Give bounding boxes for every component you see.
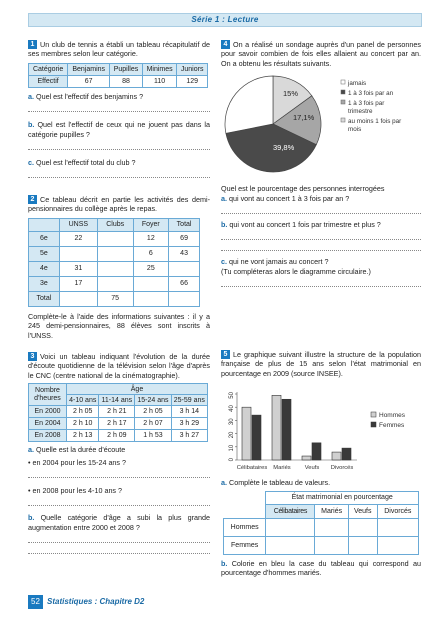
table-cell: 2 h 07	[135, 418, 171, 430]
legend-label: jamais	[348, 80, 367, 88]
pie-label: 17,1%	[293, 113, 315, 123]
y-tick-label: 50	[229, 392, 235, 399]
bar-hommes	[272, 396, 281, 461]
bar-chart	[221, 382, 421, 474]
answer-line[interactable]	[28, 467, 210, 478]
table-cell[interactable]	[59, 246, 97, 261]
table-cell: 88	[110, 75, 143, 87]
row-header: 6e	[29, 231, 60, 246]
header-cell: UNSS	[59, 218, 97, 231]
row-header: 3e	[29, 276, 60, 291]
value-cell[interactable]	[266, 536, 315, 554]
question-c: c. qui ne vont jamais au concert ?	[221, 257, 329, 267]
table-row	[29, 418, 208, 430]
legend-label: Femmes	[379, 422, 405, 430]
bar-hommes	[302, 456, 311, 460]
question-a: a. Complète le tableau de valeurs.	[221, 478, 331, 488]
row-header: En 2008	[29, 430, 67, 442]
instruction-text: Complète-le à l'aide des informations suivantes : il y a 245 demi-pensionnaires, 88 élèves sont inscrits à l'UNSS.	[28, 311, 210, 340]
activities-table	[28, 218, 200, 307]
table-row	[29, 261, 200, 276]
table-row	[29, 276, 200, 291]
table-cell: 2 h 05	[135, 406, 171, 418]
answer-line[interactable]	[28, 495, 210, 506]
legend-swatch	[341, 80, 345, 84]
bar-femmes	[342, 448, 351, 460]
legend-swatch	[371, 422, 376, 427]
exercise-2	[28, 195, 210, 340]
row-header: 4e	[29, 261, 60, 276]
question-b: b. Colorie en bleu la case du tableau qui correspond au pourcentage d'hommes mariés.	[221, 558, 421, 578]
legend-label: mois	[348, 126, 362, 134]
exercise-number: 5	[221, 350, 230, 359]
page-footer	[28, 595, 228, 609]
table-cell[interactable]: 66	[169, 276, 200, 291]
pie-label: 39,8%	[273, 143, 295, 153]
table-cell: 2 h 10	[67, 418, 99, 430]
series-banner: Série 1 : Lecture	[28, 13, 422, 27]
pie-chart	[221, 70, 421, 180]
exercise-number: 4	[221, 40, 230, 49]
header-cell: Benjamins	[68, 63, 110, 75]
table-cell[interactable]: 25	[133, 261, 169, 276]
chapter-title: Statistiques : Chapitre D2	[47, 597, 145, 606]
exercise-number: 1	[28, 40, 37, 49]
table-cell: 2 h 05	[67, 406, 99, 418]
table-cell[interactable]: 43	[169, 246, 200, 261]
y-tick-label: 0	[229, 458, 235, 462]
legend-swatch	[341, 90, 345, 94]
table-cell[interactable]	[59, 291, 97, 306]
table-cell: 67	[68, 75, 110, 87]
table-cell: 3 h 14	[171, 406, 207, 418]
intro-text: Quel est le pourcentage des personnes interrogées	[221, 184, 385, 194]
table-cell[interactable]	[97, 276, 133, 291]
table-cell[interactable]	[133, 291, 169, 306]
table-row	[29, 430, 208, 442]
answer-line[interactable]	[221, 229, 421, 240]
header-cell: Total	[169, 218, 200, 231]
table-cell: 2 h 17	[99, 418, 135, 430]
answer-line[interactable]	[221, 240, 421, 251]
table-cell[interactable]	[169, 261, 200, 276]
legend-label: 1 à 3 fois par an	[348, 90, 394, 98]
row-header: Total	[29, 291, 60, 306]
bar-femmes	[252, 415, 261, 460]
x-tick-label: Célibataires	[236, 465, 268, 472]
table-cell: 2 h 13	[67, 430, 99, 442]
header-cell: Pupilles	[110, 63, 143, 75]
bar-femmes	[282, 399, 291, 460]
question-b: b. Quelle catégorie d'âge a subi la plus grande augmentation entre 2000 et 2008 ?	[28, 513, 211, 532]
answer-line[interactable]	[28, 532, 210, 543]
answer-line[interactable]	[221, 203, 421, 214]
exercise-text: On a réalisé un sondage auprès d'un panel de personnes pour savoir combien de fois elles allaient au concert par an. On a obtenu les résultats suivants.	[221, 40, 421, 68]
bar-femmes	[312, 443, 321, 460]
table-cell[interactable]	[169, 291, 200, 306]
question-b: b. Quel est l'effectif de ceux qui ne jouent pas dans la catégorie pupilles ?	[28, 120, 211, 139]
answer-line[interactable]	[28, 139, 210, 150]
answer-line[interactable]	[28, 167, 210, 178]
exercise-3	[28, 352, 210, 554]
table-row	[29, 246, 200, 261]
exercise-5	[221, 350, 421, 577]
exercise-1	[28, 40, 210, 178]
answer-line[interactable]	[221, 276, 421, 287]
exercise-number: 3	[28, 352, 37, 361]
table-row	[29, 406, 208, 418]
exercise-text: Un club de tennis a établi un tableau récapitulatif de ses membres selon leur catégorie.	[28, 40, 210, 59]
exercise-text: Voici un tableau indiquant l'évolution de la durée d'écoute quotidienne de la télévision selon l'âge d'après le CNC (centre national de la cinématographie).	[28, 352, 210, 380]
row-header: En 2000	[29, 406, 67, 418]
table-cell[interactable]: 6	[133, 246, 169, 261]
value-cell[interactable]	[266, 518, 315, 536]
table-cell: 2 h 09	[99, 430, 135, 442]
header-cell: Minimes	[142, 63, 176, 75]
table-cell[interactable]: 17	[59, 276, 97, 291]
header-cell: Catégorie	[29, 63, 68, 75]
header-cell: Juniors	[177, 63, 208, 75]
question-a: a. Quelle est la durée d'écoute	[28, 445, 126, 455]
x-tick-label: Mariés	[273, 465, 291, 472]
legend-label: trimestre	[348, 108, 373, 116]
value-cell[interactable]	[348, 536, 377, 554]
exercise-4	[221, 40, 421, 287]
age-header: Âge	[67, 384, 208, 395]
row-header: Femmes	[224, 536, 266, 554]
table-cell[interactable]: 12	[133, 231, 169, 246]
exercise-text: Le graphique suivant illustre la structure de la population française de plus de 15 ans selon l'état matrimonial en pourcentage en 2009 (source INSEE).	[221, 350, 421, 378]
table-row	[29, 291, 200, 306]
y-tick-label: 20	[229, 431, 235, 439]
table-row	[29, 231, 200, 246]
legend-swatch	[341, 100, 345, 104]
y-tick-label: 40	[229, 405, 235, 413]
value-cell[interactable]	[315, 518, 348, 536]
value-cell[interactable]	[315, 536, 348, 554]
table-cell: 110	[142, 75, 176, 87]
question-a: a. qui vont au concert 1 à 3 fois par an ?	[221, 193, 350, 203]
table-cell: 2 h 21	[99, 406, 135, 418]
row-header: Hommes	[224, 518, 266, 536]
row-header: Effectif	[29, 75, 68, 87]
legend-label: 1 à 3 fois par	[348, 100, 385, 108]
page-number: 52	[28, 595, 43, 609]
bar-hommes	[242, 407, 251, 460]
question-c-note: (Tu compléteras alors le diagramme circulaire.)	[221, 266, 371, 276]
header-cell: Foyer	[133, 218, 169, 231]
pie-slice	[225, 76, 273, 133]
row-header: En 2004	[29, 418, 67, 430]
exercise-text: Ce tableau décrit en partie les activités des demi-pensionnaires du collège après le repas.	[28, 195, 210, 214]
legend-label: au moins 1 fois par	[348, 118, 402, 126]
members-table	[28, 63, 208, 88]
answer-line[interactable]	[28, 543, 210, 554]
y-tick-label: 30	[229, 418, 235, 426]
question-a: a. Quel est l'effectif des benjamins ?	[28, 91, 144, 101]
legend-swatch	[371, 412, 376, 417]
value-cell[interactable]	[377, 518, 418, 536]
question-c: c. Quel est l'effectif total du club ?	[28, 158, 136, 168]
question-a1: • en 2004 pour les 15-24 ans ?	[28, 457, 127, 467]
table-cell[interactable]: 31	[59, 261, 97, 276]
question-b: b. qui vont au concert 1 fois par trimestre et plus ?	[221, 220, 381, 230]
value-cell[interactable]	[377, 536, 418, 554]
exercise-number: 2	[28, 195, 37, 204]
table-cell[interactable]: 22	[59, 231, 97, 246]
table-cell[interactable]	[97, 246, 133, 261]
table-cell[interactable]: 75	[97, 291, 133, 306]
table-title: État matrimonial en pourcentage	[266, 491, 419, 504]
bar-hommes	[332, 452, 341, 460]
row-header: 5e	[29, 246, 60, 261]
tv-time-table: Nombre d'heures Âge 4-10 ans 11-14 ans 15-24 ans 25-59 ans En 2000 2 h 05 2 h 21 2 h 05 3 h 14 En 2004 2 h 10 2 h 17 2 h 07 3 h 29 En 2008 2 h 13 2 h 09 1 h 53 3 h 27	[28, 383, 208, 442]
table-cell: 129	[177, 75, 208, 87]
y-tick-label: 10	[229, 445, 235, 452]
corner-cell: Nombre d'heures	[29, 384, 67, 406]
legend-swatch	[341, 118, 345, 122]
x-tick-label: Veufs	[304, 465, 320, 472]
table-cell[interactable]	[133, 276, 169, 291]
legend-label: Hommes	[379, 412, 406, 420]
value-cell[interactable]	[348, 518, 377, 536]
table-cell[interactable]	[97, 231, 133, 246]
table-cell[interactable]	[97, 261, 133, 276]
values-table: État matrimonial en pourcentage Célibataires Mariés Veufs Divorcés Hommes Femmes	[223, 491, 419, 555]
answer-line[interactable]	[28, 101, 210, 112]
question-a2: • en 2008 pour les 4-10 ans ?	[28, 486, 123, 496]
table-cell: 3 h 29	[171, 418, 207, 430]
table-cell: 1 h 53	[135, 430, 171, 442]
table-cell[interactable]: 69	[169, 231, 200, 246]
header-cell: Clubs	[97, 218, 133, 231]
x-tick-label: Divorcés	[330, 465, 354, 472]
table-cell: 3 h 27	[171, 430, 207, 442]
pie-label: 15%	[283, 89, 299, 99]
